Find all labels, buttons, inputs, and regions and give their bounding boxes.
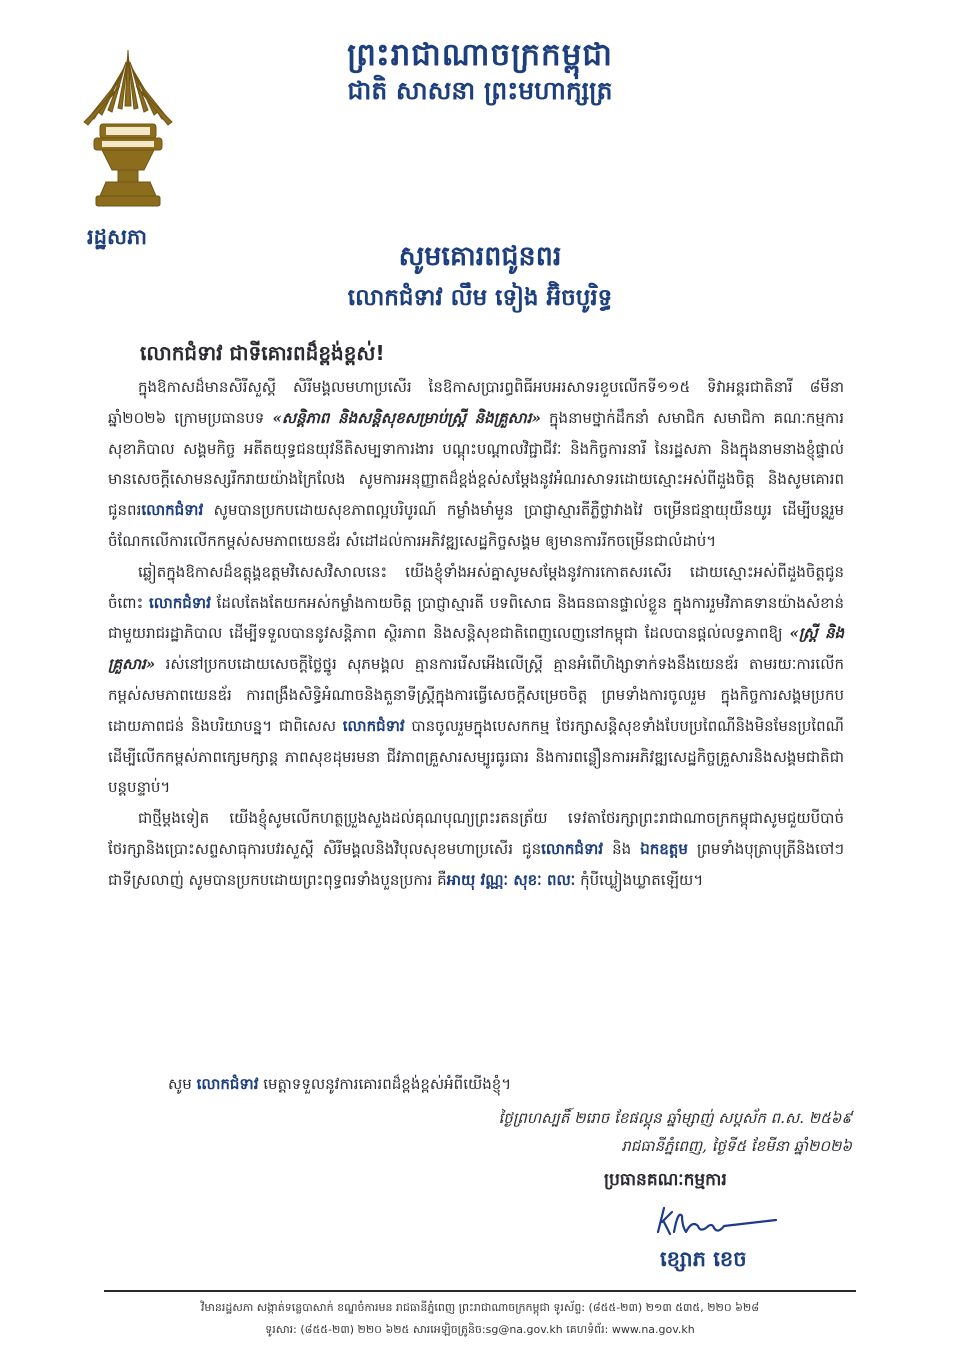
footer-contact: ទូរសារ: (៨៥៥-២៣) ២២០ ៦២៥ សារអេឡិចត្រូនិច:sg@na.gov.kh គេហទំព័រ: www.na.gov.kh bbox=[265, 1323, 695, 1336]
paragraph-text: កុំបីឃ្លៀងឃ្លាតឡើយ។ bbox=[575, 870, 704, 889]
closing-text: មេត្តាទទួលនូវការគោរពដ៏ខ្ពង់ខ្ពស់អំពីយើងខ្ញុំ។ bbox=[258, 1075, 512, 1093]
paragraph-text: ឆ្លៀតក្នុងឱកាសដ៏ឧត្តុង្គឧត្តមវិសេសវិសាលនេះ យើងខ្ញុំទាំងអស់គ្នាសូមសម្តែងនូវការកោតសរសើរ ដោយស្មោះអស់ពីដួងចិត្តជូនចំពោះ bbox=[108, 562, 844, 612]
honorific: លោកជំទាវ bbox=[196, 1075, 259, 1093]
salutation: លោកជំទាវ ជាទីគោរពដ៏ខ្ពង់ខ្ពស់! bbox=[140, 341, 385, 365]
national-motto: ជាតិ សាសនា ព្រះមហាក្សត្រ bbox=[347, 76, 613, 105]
paragraph-text: ក្នុងនាមថ្នាក់ដឹកនាំ សមាជិក សមាជិកា គណៈកម្មការសុខាភិបាល សង្គមកិច្ច អតីតយុទ្ធជនយុវនីតិសម្បទាការងារ បណ្តុះបណ្តាលវិជ្ជាជីវៈ និងកិច្ចការនារី នៃរដ្ឋសភា និងក្នុងនាមនាងខ្ញុំផ្ទាល់ មានសេចក្តីសោមនស្សរីករាយយ៉ាងក្រៃលែង សូមការអនុញ្ញាតដ៏ខ្ពង់ខ្ពស់សម្តែងនូវអំណរសាទរដោយស្មោះអស់ពីដួងចិត្ត និងសូមគោរពជូនពរ bbox=[108, 408, 844, 520]
paragraph-text: ព្រមទាំងបុត្រាបុត្រីនិងចៅៗជាទីស្រលាញ់ សូមបានប្រកបដោយព្រះពុទ្ធពរទាំងបួនប្រការ គឺ bbox=[108, 839, 845, 889]
paragraph-text: រស់នៅប្រកបដោយសេចក្តីថ្លៃថ្នូរ សុភមង្គល គ្មានការរើសអើងលើស្ត្រី គ្មានអំពើហិង្សាទាក់ទងនឹងយេនឌ័រ តាមរយៈការលើកកម្ពស់សមភាពយេនឌ័រ ការពង្រឹងសិទ្ធិអំណាចនិងតួនាទីស្ត្រីក្នុងការធ្វើសេចក្តីសម្រេចចិត្ត ព្រមទាំងការចូលរួម ក្នុងកិច្ចការសង្គមប្រកបដោយភាពជន់ និងបរិយាបន្ន។ ជាពិសេស bbox=[108, 655, 844, 735]
honorific: លោកជំទាវ bbox=[541, 839, 603, 858]
footer-address: វិមានរដ្ឋសភា សង្កាត់ទន្លេបាសាក់ ខណ្ឌចំការមន រាជធានីភ្នំពេញ ព្រះរាជាណាចក្រកម្ពុជា ទូរស័ព្ទ: (៨៥៥-២៣) ២១៣ ៥៣៥, ២២០ ៦២៨ bbox=[200, 1301, 760, 1314]
honorific: លោកជំទាវ bbox=[148, 593, 211, 612]
paragraph-text: ជាថ្មីម្តងទៀត យើងខ្ញុំសូមលើកហត្ថប្រួងសួងដល់គុណបុណ្យព្រះរតនត្រ័យ ទេវតាថែរក្សាព្រះរាជាណាចក្រកម្ពុជាសូមជួយបីបាច់ថែរក្សានិងប្រោះសព្ទសាធុការបវរសួស្តី សិរីមង្គលនិងវិបុលសុខមហាប្រសើរ ជូន bbox=[108, 809, 844, 858]
handwritten-signature bbox=[652, 1202, 782, 1242]
letter-body bbox=[108, 372, 844, 896]
recipient-name: លោកជំទាវ លឹម ទៀង អ៊ិចបូរិទ្ធ bbox=[347, 285, 613, 311]
signatory-name: ខ្សោភ ខេច bbox=[660, 1247, 747, 1271]
honorific: លោកជំទាវ bbox=[141, 501, 204, 520]
kingdom-heading: ព្រះរាជាណាចក្រកម្ពុជា bbox=[347, 37, 613, 73]
paragraph-text: បានចូលរួមក្នុងបេសកកម្ម ថែរក្សាសន្តិសុខទាំងបែបប្រពៃណីនិងមិនមែនប្រពៃណី ដើម្បីលើកកម្ពស់ភាពក្សេមក្សាន្ត ភាពសុខដុមរមនា ជីវភាពគ្រួសារសម្បូរធូរធារ និងការពន្លឿនការអភិវឌ្ឍសេដ្ឋកិច្ចគ្រួសារនិងសង្គមជាតិជាបន្តបន្ទាប់។ bbox=[108, 716, 844, 797]
theme-text: «សន្តិភាព និងសន្តិសុខសម្រាប់ស្ត្រី និងគ្រួសារ» bbox=[272, 408, 541, 427]
paragraph-text: ក្នុងឱកាសដ៏មានសិរីសួស្តី សិរីមង្គលមហាប្រសើរ នៃឱកាសប្រារព្ធពិធីអបអរសាទរខួបលើកទី១១៥ ទិវាអន្តរជាតិនារី ៨មីនា ឆ្នាំ២០២៦ ក្រោមប្រធានបទ bbox=[108, 378, 844, 427]
closing-line bbox=[168, 1075, 511, 1097]
theme-text: «ស្ត្រី និងគ្រួសារ» bbox=[108, 624, 845, 674]
paragraph-text: ដែលតែងតែយកអស់កម្លាំងកាយចិត្ត ប្រាជ្ញាស្មារតី បទពិសោធ និងធនធានផ្ទាល់ខ្លួន ក្នុងការរួមវិភាគទានយ៉ាងសំខាន់ជាមួយរាជរដ្ឋាភិបាល ដើម្បីទទួលបាននូវសន្តិភាព ស្ថិរភាព និងសន្តិសុខជាតិពេញលេញនៅកម្ពុជា ដែលបានផ្តល់លទ្ធភាពឱ្យ bbox=[108, 593, 844, 643]
solar-date: រាជធានីភ្នំពេញ, ថ្ងៃទី៥ ខែមីនា ឆ្នាំ២០២៦ bbox=[621, 1137, 852, 1155]
paragraph-1 bbox=[108, 372, 844, 557]
footer-divider bbox=[104, 1290, 856, 1292]
honorific: លោកជំទាវ bbox=[342, 716, 405, 735]
paragraph-3 bbox=[108, 803, 844, 895]
paragraph-2 bbox=[108, 557, 844, 803]
institution-label: រដ្ឋសភា bbox=[87, 225, 147, 249]
blessing-words: អាយុ វណ្ណៈ សុខៈ ពលៈ bbox=[446, 870, 576, 889]
lunar-date: ថ្ងៃព្រហស្បតិ៍ ២រោច ខែផល្គុន ឆ្នាំម្សាញ់ សប្តស័ក ព.ស. ២៥៦៩ bbox=[498, 1109, 852, 1127]
signatory-title: ប្រធានគណៈកម្មការ bbox=[604, 1170, 727, 1190]
paragraph-text: សូមបានប្រកបដោយសុខភាពល្អបរិបូរណ៍ កម្លាំងមាំមួន ប្រាជ្ញាស្មារតីភ្លឺថ្លាវាងវៃ ចម្រើនជន្មាយុយឺនយូរ ដើម្បីបន្តរួមចំណែកលើការលើកកម្ពស់សមភាពយេនឌ័រ សំដៅដល់ការអភិវឌ្ឍសេដ្ឋកិច្ចសង្គម ឲ្យមានការរីកចម្រើនជាលំដាប់។ bbox=[108, 501, 844, 550]
greeting-title: សូមគោរពជូនពរ bbox=[398, 241, 562, 272]
honorific: ឯកឧត្តម bbox=[640, 839, 688, 858]
closing-text: សូម bbox=[168, 1075, 197, 1093]
paragraph-text: និង bbox=[603, 839, 641, 858]
